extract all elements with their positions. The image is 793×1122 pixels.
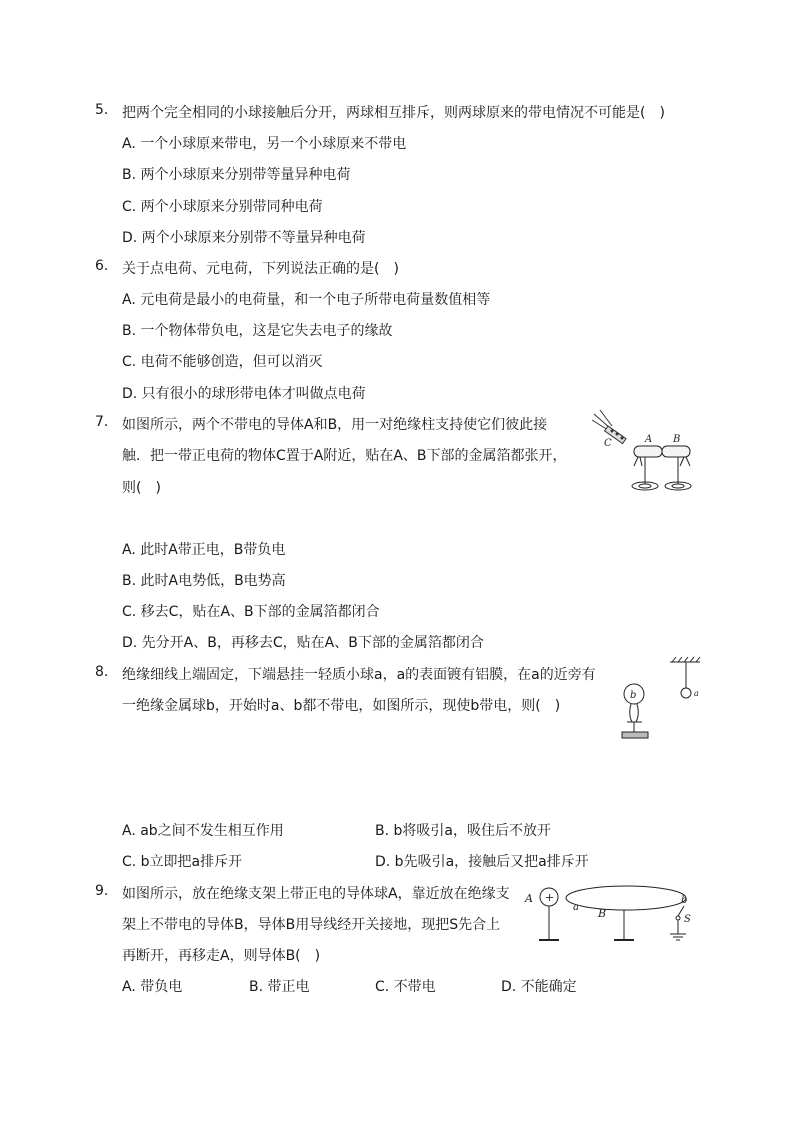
question-5-option-c: C. 两个小球原来分别带同种电荷 (122, 199, 323, 215)
question-5-stem: 把两个完全相同的小球接触后分开，两球相互排斥，则两球原来的带电情况不可能是( ) (122, 105, 665, 121)
label-A: A (525, 892, 533, 905)
label-a: a (573, 902, 579, 913)
question-7-figure (590, 408, 702, 496)
question-9-number: 9. (95, 883, 109, 899)
question-7-stem-line-1: 如图所示，两个不带电的导体A和B，用一对绝缘柱支持使它们彼此接 (122, 417, 548, 433)
question-9-figure (520, 878, 700, 948)
ground-symbol (670, 934, 686, 940)
question-6-option-b: B. 一个物体带负电，这是它失去电子的缘故 (122, 323, 393, 339)
base (622, 732, 648, 738)
label-c: C (604, 438, 612, 449)
question-6-option-c: C. 电荷不能够创造，但可以消灭 (122, 354, 323, 370)
question-9-stem-line-3: 再断开，再移走A，则导体B( ) (122, 948, 321, 964)
conductor-b (662, 446, 690, 457)
question-9-option-c: C. 不带电 (375, 979, 436, 995)
question-8-option-d: D. b先吸引a，接触后又把a排斥开 (375, 854, 589, 870)
question-8-option-c: C. b立即把a排斥开 (122, 854, 243, 870)
ball-a (681, 688, 691, 698)
label-b: B (673, 434, 681, 445)
question-6-number: 6. (95, 258, 109, 274)
question-5-option-a: A. 一个小球原来带电，另一个小球原来不带电 (122, 136, 407, 152)
question-5-number: 5. (95, 102, 109, 118)
insulating-post (630, 704, 639, 722)
conductor-b (566, 886, 686, 910)
question-9-option-a: A. 带负电 (122, 979, 183, 995)
label-b: b (630, 690, 637, 701)
ceiling-support (670, 657, 700, 662)
question-7-stem-line-3: 则( ) (122, 480, 161, 496)
question-7-option-b: B. 此时A电势低，B电势高 (122, 573, 286, 589)
question-8-number: 8. (95, 664, 109, 680)
label-S: S (684, 914, 691, 925)
question-8-option-b: B. b将吸引a，吸住后不放开 (375, 823, 551, 839)
question-8-stem-line-1: 绝缘细线上端固定，下端悬挂一轻质小球a，a的表面镀有铝膜，在a的近旁有 (122, 667, 596, 683)
question-8-stem-line-2: 一绝缘金属球b，开始时a、b都不带电，如图所示，现使b带电，则( ) (122, 698, 561, 714)
question-5-option-b: B. 两个小球原来分别带等量异种电荷 (122, 167, 351, 183)
question-6-option-a: A. 元电荷是最小的电荷量，和一个电子所带电荷量数值相等 (122, 292, 491, 308)
label-b: b (681, 895, 688, 906)
question-6-stem: 关于点电荷、元电荷，下列说法正确的是( ) (122, 261, 399, 277)
question-7-option-c: C. 移去C，贴在A、B下部的金属箔都闭合 (122, 604, 380, 620)
question-9-stem-line-2: 架上不带电的导体B，导体B用导线经开关接地，现把S先合上 (122, 917, 501, 933)
plus-sign: + (545, 891, 555, 904)
question-5-option-d: D. 两个小球原来分别带不等量异种电荷 (122, 230, 366, 246)
question-7-option-a: A. 此时A带正电，B带负电 (122, 542, 286, 558)
question-9-option-b: B. 带正电 (249, 979, 310, 995)
label-a: a (694, 689, 699, 698)
question-7-number: 7. (95, 414, 109, 430)
conductor-a (634, 446, 662, 457)
question-7-stem-line-2: 触．把一带正电荷的物体C置于A附近，贴在A、B下部的金属箔都张开， (122, 448, 567, 464)
label-B: B (598, 907, 607, 920)
question-8-option-a: A. ab之间不发生相互作用 (122, 823, 284, 839)
question-9-stem-line-1: 如图所示，放在绝缘支架上带正电的导体球A，靠近放在绝缘支 (122, 886, 510, 902)
question-6-option-d: D. 只有很小的球形带电体才叫做点电荷 (122, 386, 366, 402)
question-9-option-d: D. 不能确定 (501, 979, 577, 995)
label-a: A (645, 434, 653, 445)
question-8-figure (616, 656, 706, 744)
question-7-option-d: D. 先分开A、B，再移去C，贴在A、B下部的金属箔都闭合 (122, 635, 484, 651)
